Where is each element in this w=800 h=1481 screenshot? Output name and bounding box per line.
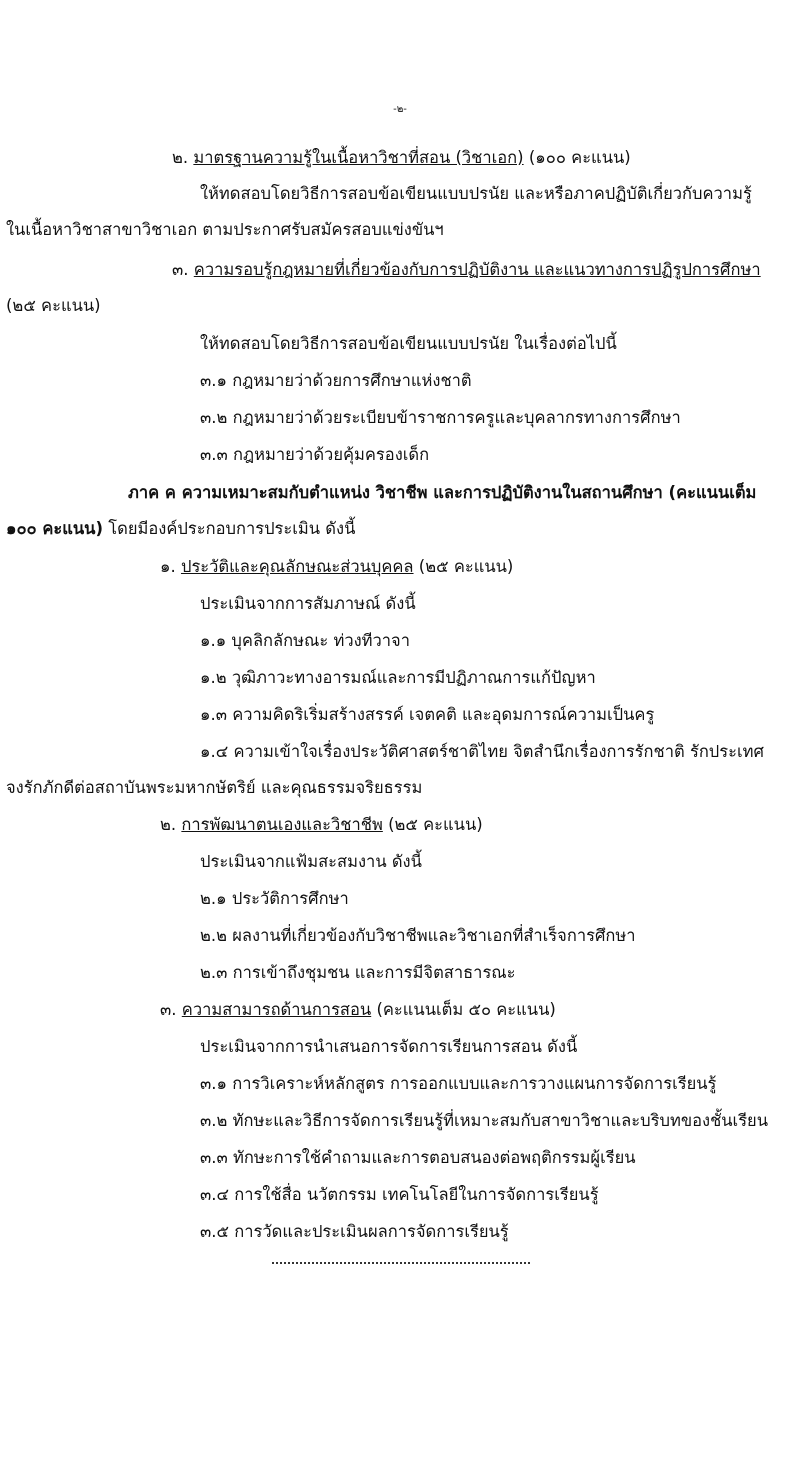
part-c-heading: ภาค ค ความเหมาะสมกับตำแหน่ง วิชาชีพ และการปฏิบัติงานในสถานศึกษา (คะแนนเต็ม [128, 483, 757, 502]
section-2-heading [172, 146, 631, 170]
item-3-points: (คะแนนเต็ม ๕๐ คะแนน) [376, 1000, 556, 1019]
section-2-points: (๑๐๐ คะแนน) [528, 148, 631, 167]
list-item: ๓.๓ ทักษะการใช้คำถามและการตอบสนองต่อพฤติกรรมผู้เรียน [200, 1148, 636, 1167]
item-2-number: ๒. [160, 815, 177, 834]
list-item: ๓.๑ กฎหมายว่าด้วยการศึกษาแห่งชาติ [200, 371, 472, 390]
item-3-number: ๓. [160, 1000, 177, 1019]
part-c-item-3-heading [160, 998, 556, 1022]
paragraph-line: ให้ทดสอบโดยวิธีการสอบข้อเขียนแบบปรนัย ในเรื่องต่อไปนี้ [200, 334, 617, 353]
list-item: ๑.๑ บุคลิกลักษณะ ท่วงทีวาจา [200, 631, 410, 650]
list-item: ๓.๕ การวัดและประเมินผลการจัดการเรียนรู้ [200, 1222, 509, 1241]
list-item: ๓.๔ การใช้สื่อ นวัตกรรม เทคโนโลยีในการจัดการเรียนรู้ [200, 1185, 599, 1204]
part-c-continuation [6, 517, 355, 541]
paragraph-line: ประเมินจากการสัมภาษณ์ ดังนี้ [200, 594, 416, 613]
item-1-points: (๒๕ คะแนน) [418, 557, 514, 576]
part-c-item-1-heading [160, 555, 513, 579]
paragraph-line: ประเมินจากแฟ้มสะสมงาน ดังนี้ [200, 852, 422, 871]
part-c-points: ๑๐๐ คะแนน) [6, 519, 103, 538]
paragraph-line: ประเมินจากการนำเสนอการจัดการเรียนการสอน ดังนี้ [200, 1037, 578, 1056]
item-1-number: ๑. [160, 557, 176, 576]
item-3-title: ความสามารถด้านการสอน [181, 1000, 372, 1019]
part-c-item-2-heading [160, 813, 483, 837]
list-item: ๑.๔ ความเข้าใจเรื่องประวัติศาสตร์ชาติไทย จิตสำนึกเรื่องการรักชาติ รักประเทศ [200, 742, 764, 761]
section-3-points: (๒๕ คะแนน) [6, 296, 101, 315]
list-item: ๑.๓ ความคิดริเริ่มสร้างสรรค์ เจตคติ และอุดมการณ์ความเป็นครู [200, 705, 655, 724]
list-item-continuation: จงรักภักดีต่อสถาบันพระมหากษัตริย์ และคุณธรรมจริยธรรม [6, 778, 423, 797]
item-1-title: ประวัติและคุณลักษณะส่วนบุคคล [180, 557, 414, 576]
item-2-title: การพัฒนาตนเองและวิชาชีพ [181, 815, 383, 834]
list-item: ๓.๒ กฎหมายว่าด้วยระเบียบข้าราชการครูและบุคลากรทางการศึกษา [200, 408, 681, 427]
paragraph-line: ในเนื้อหาวิชาสาขาวิชาเอก ตามประกาศรับสมัครสอบแข่งขันฯ [6, 220, 444, 239]
list-item: ๒.๒ ผลงานที่เกี่ยวข้องกับวิชาชีพและวิชาเอกที่สำเร็จการศึกษา [200, 926, 636, 945]
list-item: ๑.๒ วุฒิภาวะทางอารมณ์และการมีปฏิภาณการแก้ปัญหา [200, 668, 596, 687]
section-2-title: มาตรฐานความรู้ในเนื้อหาวิชาที่สอน (วิชาเอก) [193, 148, 524, 167]
section-3-number: ๓. [172, 260, 189, 279]
page-number: -๒- [393, 104, 407, 115]
list-item: ๒.๑ ประวัติการศึกษา [200, 889, 349, 908]
section-2-number: ๒. [172, 148, 189, 167]
end-dotted-line [272, 1262, 530, 1264]
list-item: ๓.๒ ทักษะและวิธีการจัดการเรียนรู้ที่เหมาะสมกับสาขาวิชาและบริบทของชั้นเรียน [200, 1111, 769, 1130]
paragraph-line: ให้ทดสอบโดยวิธีการสอบข้อเขียนแบบปรนัย และหรือภาคปฏิบัติเกี่ยวกับความรู้ [200, 184, 752, 203]
section-3-heading [172, 258, 761, 282]
list-item: ๓.๓ กฎหมายว่าด้วยคุ้มครองเด็ก [200, 445, 430, 464]
item-2-points: (๒๕ คะแนน) [388, 815, 483, 834]
part-c-intro: โดยมีองค์ประกอบการประเมิน ดังนี้ [108, 519, 356, 538]
section-3-title: ความรอบรู้กฎหมายที่เกี่ยวข้องกับการปฏิบัติงาน และแนวทางการปฏิรูปการศึกษา [193, 260, 761, 279]
list-item: ๒.๓ การเข้าถึงชุมชน และการมีจิตสาธารณะ [200, 963, 516, 982]
list-item: ๓.๑ การวิเคราะห์หลักสูตร การออกแบบและการวางแผนการจัดการเรียนรู้ [200, 1074, 717, 1093]
